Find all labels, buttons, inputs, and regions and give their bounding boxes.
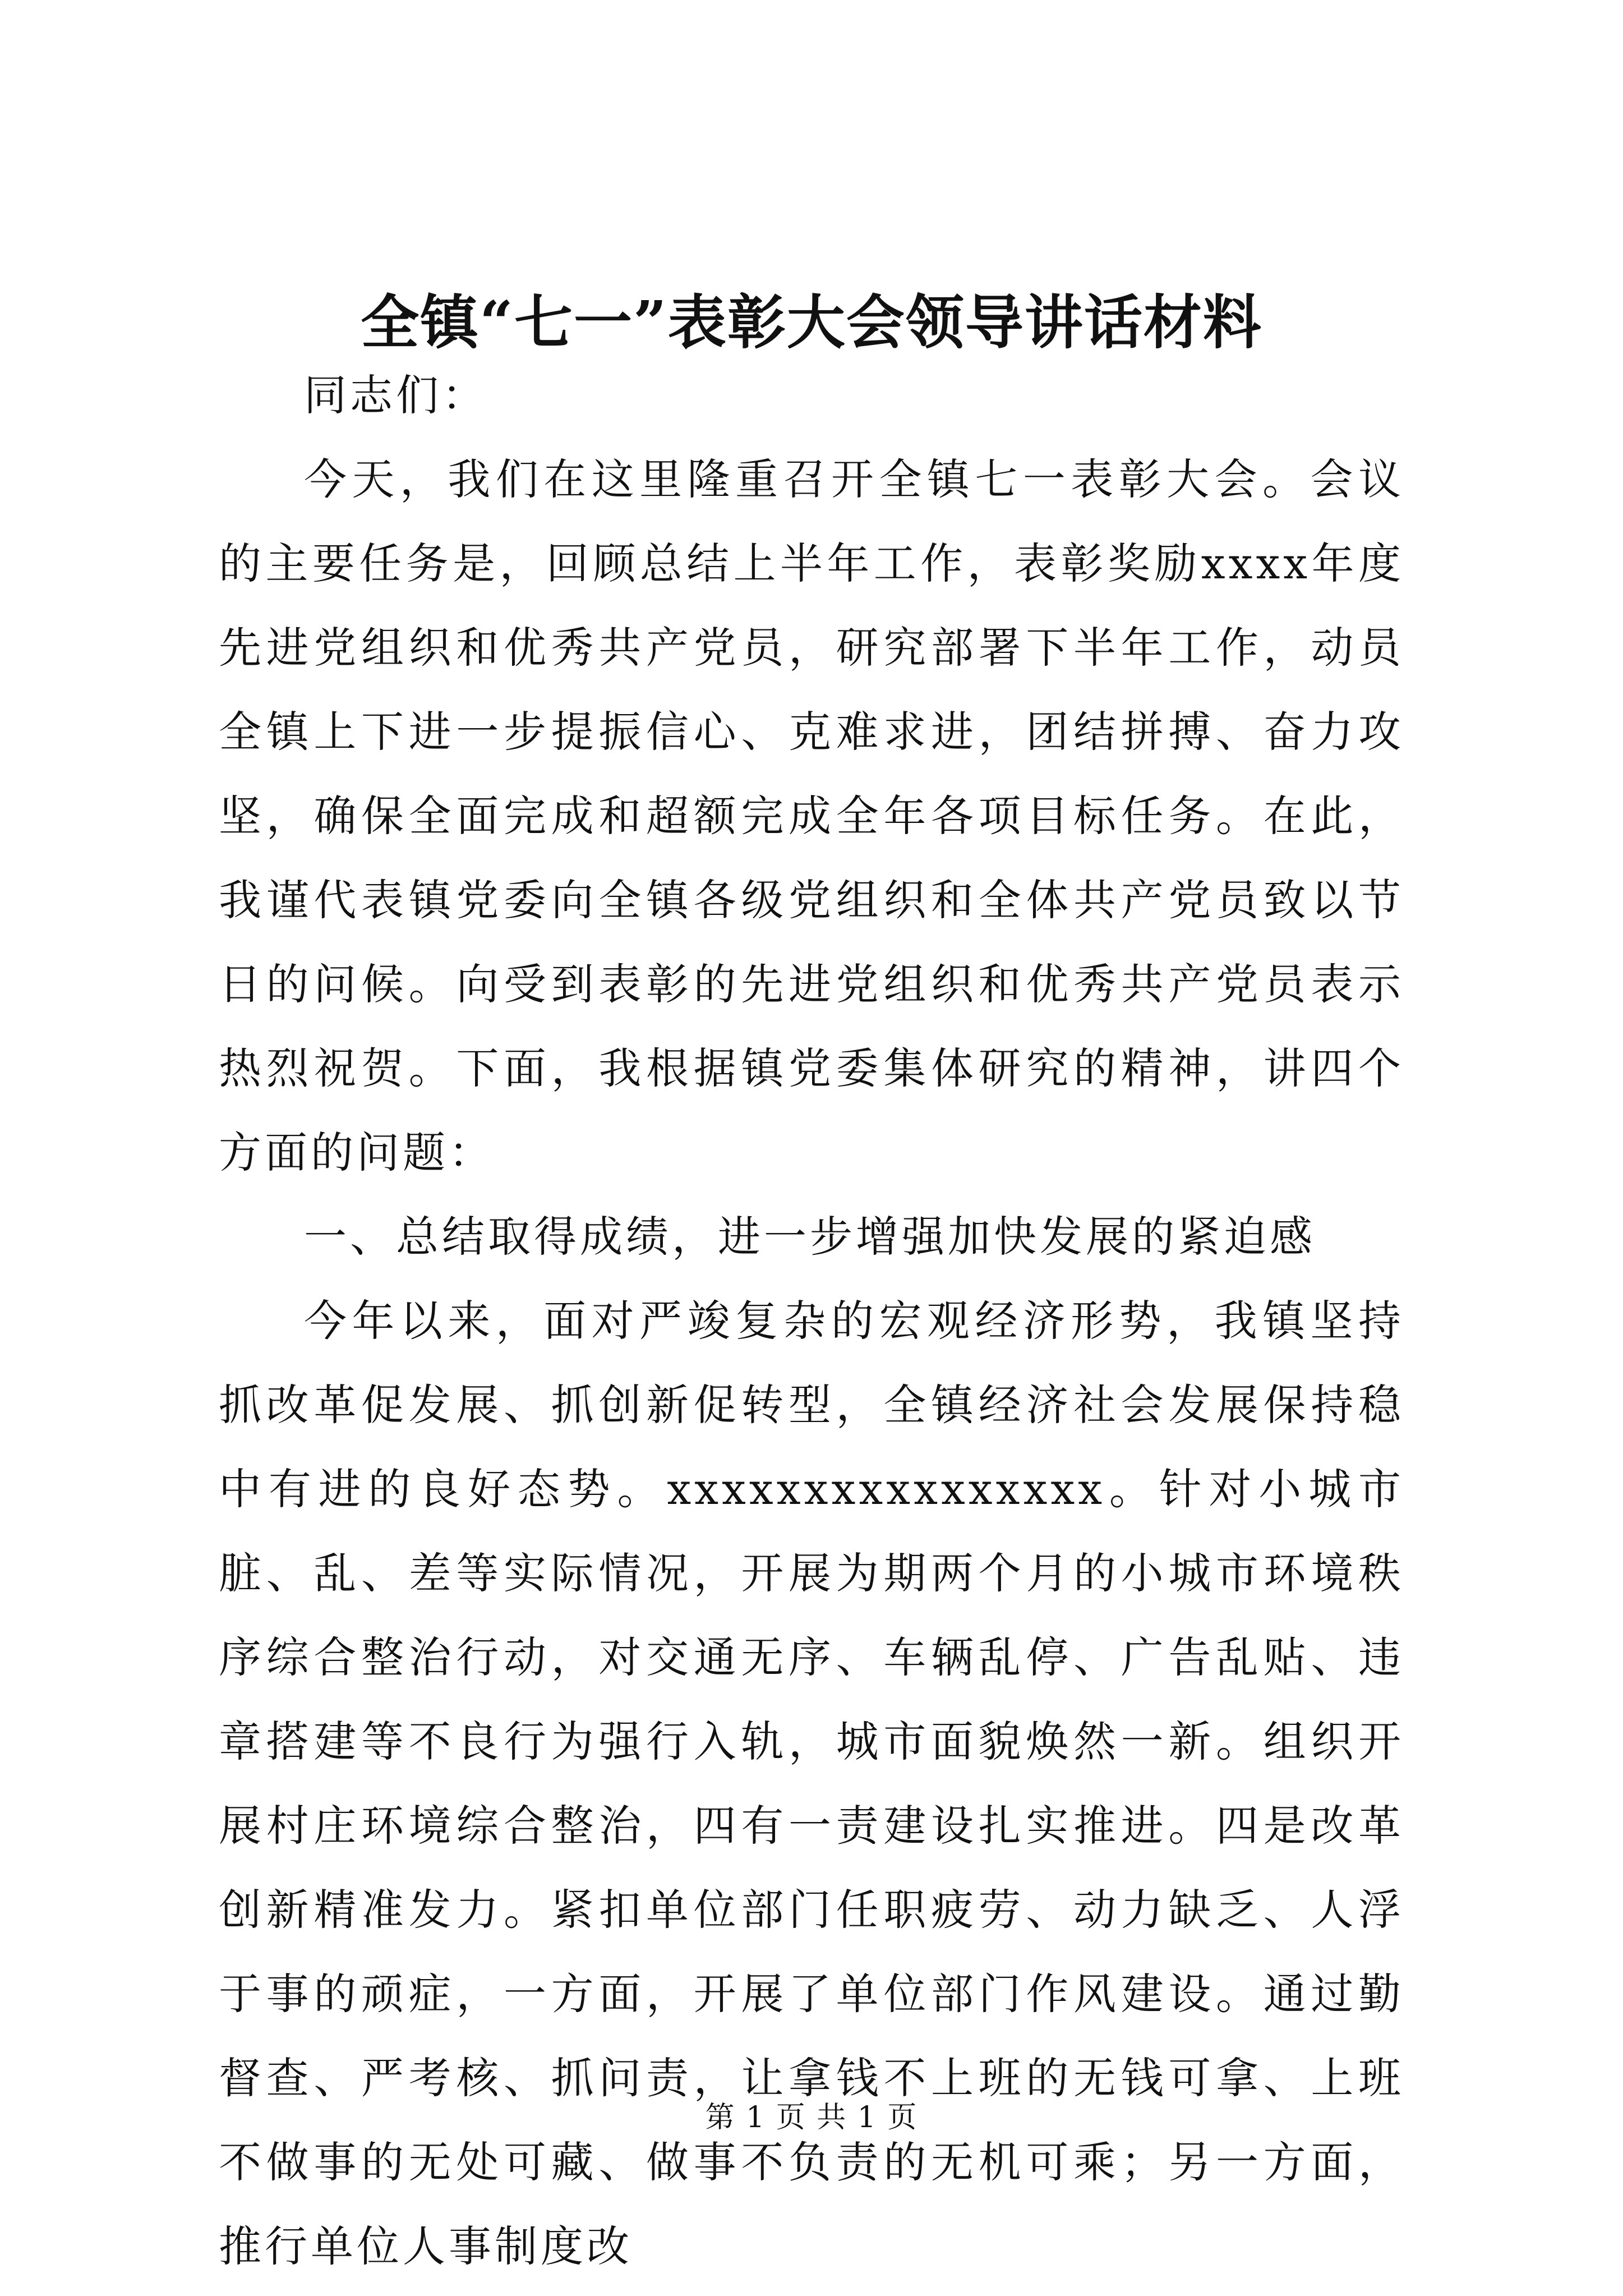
salutation-paragraph: 同志们：: [304, 370, 488, 420]
document-body: [219, 353, 1404, 2289]
page-footer: 第 1 页 共 1 页: [705, 2101, 918, 2134]
opening-paragraph: 今天，我们在这里隆重召开全镇七一表彰大会。会议的主要任务是，回顾总结上半年工作，表彰奖励xxxx年度先进党组织和优秀共产党员，研究部署下半年工作，动员全镇上下进一步提振信心、克难求进，团结拼搏、奋力攻坚，确保全面完成和超额完成全年各项目标任务。在此，我谨代表镇党委向全镇各级党组织和全体共产党员致以节日的问候。向受到表彰的先进党组织和优秀共产党员表示热烈祝贺。下面，我根据镇党委集体研究的精神，讲四个方面的问题：: [219, 454, 1404, 1177]
achievements-paragraph: 今年以来，面对严竣复杂的宏观经济形势，我镇坚持抓改革促发展、抓创新促转型，全镇经济社会发展保持稳中有进的良好态势。xxxxxxxxxxxxxxxx。针对小城市脏、乱、差等实际情况，开展为期两个月的小城市环境秩序综合整治行动，对交通无序、车辆乱停、广告乱贴、违章搭建等不良行为强行入轨，城市面貌焕然一新。组织开展村庄环境综合整治，四有一责建设扎实推进。四是改革创新精准发力。紧扣单位部门任职疲劳、动力缺乏、人浮于事的顽症，一方面，开展了单位部门作风建设。通过勤督查、严考核、抓问责，让拿钱不上班的无钱可拿、上班不做事的无处可藏、做事不负责的无机可乘；另一方面，推行单位人事制度改: [219, 1296, 1404, 2271]
section-heading: 一、总结取得成绩，进一步增强加快发展的紧迫感: [304, 1212, 1316, 1262]
document-title: 全镇“七一”表彰大会领导讲话材料: [361, 288, 1262, 357]
